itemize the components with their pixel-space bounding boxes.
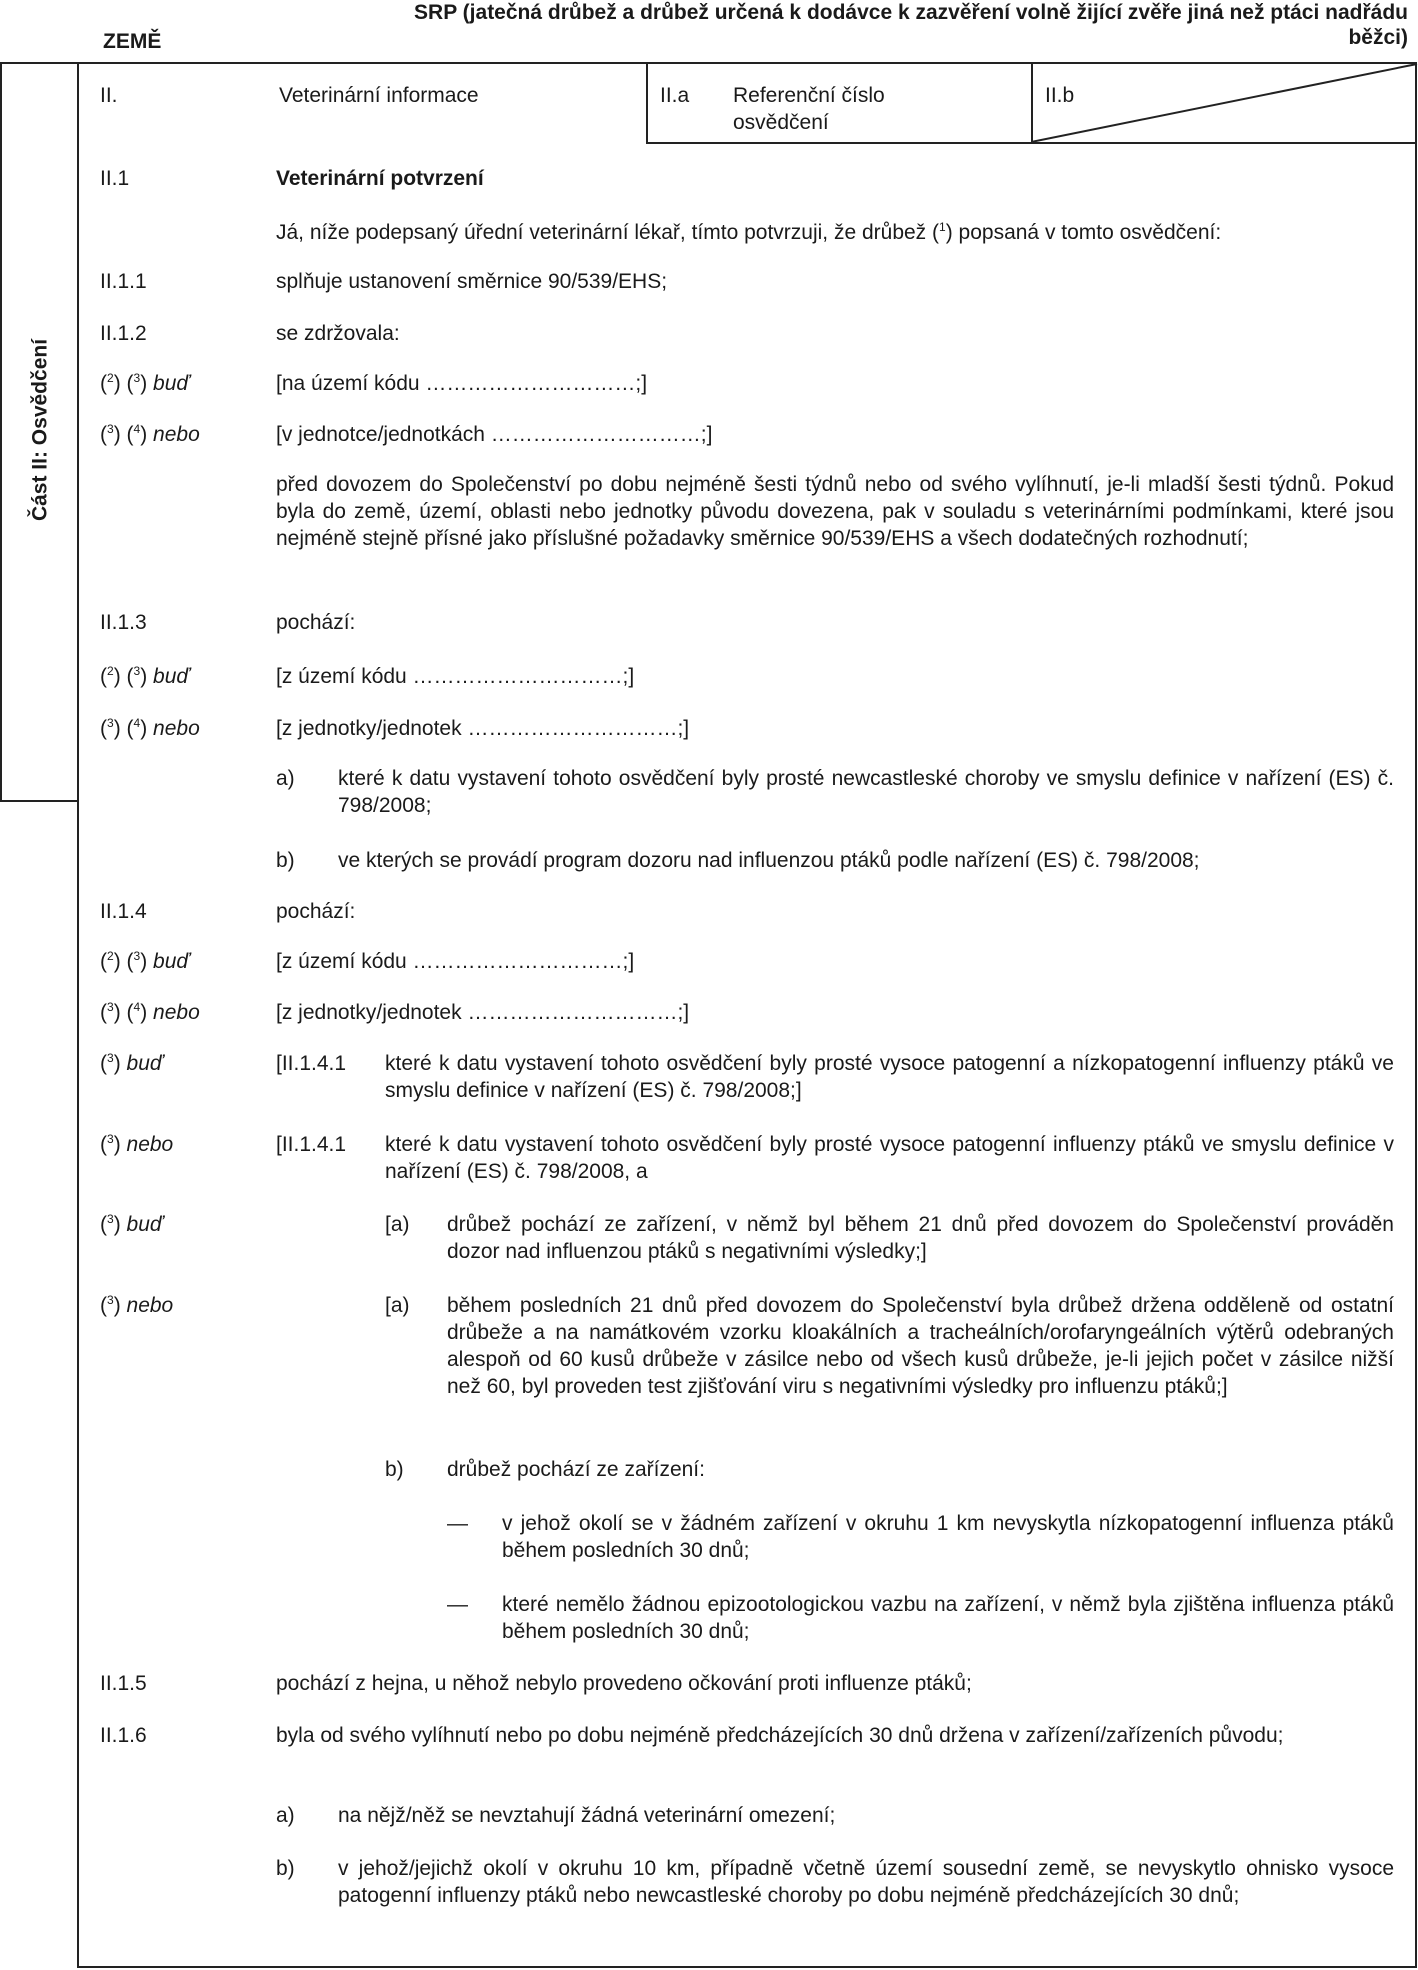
section-number: II.1.3 <box>100 611 147 634</box>
item-letter: [a) <box>385 1213 410 1236</box>
section-number: II. <box>100 84 118 107</box>
item-text: během posledních 21 dnů před dovozem do Společenství byla drůbež držena odděleně od ostatní drůbeže a na namátkovém vzorku kloakálních a tracheálních/orofaryngeálních výtěrů odebraných alespoň od 60 kusů drůbeže v zásilce nebo od všech kusů drůbeže, je-li jejich počet v zásilce nižší než 60, byl proveden test zjišťování viru s negativními výsledky pro influenzu ptáků;] <box>447 1294 1394 1398</box>
option-text: [v jednotce/jednotkách …………………………;] <box>276 423 713 446</box>
section-text: se zdržovala: <box>276 322 400 345</box>
paragraph: před dovozem do Společenství po dobu nejméně šesti týdnů nebo od svého vylíhnutí, je-li mladší šesti týdnů. Pokud byla do země, území, oblasti nebo jednotky původu dovezena, pak v souladu s veterinárními podmínkami, které jsou nejméně stejně přísné jako příslušné požadavky směrnice 90/539/EHS a všech dodatečných rozhodnutí; <box>276 473 1394 550</box>
subsection-number: [II.1.4.1 <box>276 1052 347 1075</box>
option-text: [z území kódu …………………………;] <box>276 665 635 688</box>
ref-number-code: II.a <box>660 84 690 107</box>
section-number: II.1.2 <box>100 322 147 345</box>
section-title: Veterinární potvrzení <box>276 167 484 190</box>
subsection-text: které k datu vystavení tohoto osvědčení byly prosté vysoce patogenní influenzy ptáků ve smyslu definice v nařízení (ES) č. 798/2008, a <box>385 1133 1394 1183</box>
section-number: II.1.1 <box>100 270 147 293</box>
row-divider <box>646 62 648 144</box>
section-text: pochází: <box>276 900 356 923</box>
section-number: II.1.4 <box>100 900 147 923</box>
item-text: drůbež pochází ze zařízení, v němž byl během 21 dnů před dovozem do Společenství prováděn dozor nad influenzou ptáků s negativními výsledky;] <box>447 1213 1394 1263</box>
option-label: ($^2$) ($^3$) buď <box>100 371 190 395</box>
country-label: ZEMĚ <box>103 30 162 53</box>
section-number: II.1 <box>100 167 130 190</box>
option-label: ($^3$) buď <box>100 1051 163 1075</box>
option-text: [z jednotky/jednotek …………………………;] <box>276 717 690 740</box>
option-label: ($^3$) ($^4$) nebo <box>100 422 200 446</box>
option-text: [z jednotky/jednotek …………………………;] <box>276 1001 690 1024</box>
option-label: ($^2$) ($^3$) buď <box>100 664 190 688</box>
item-letter: [a) <box>385 1294 410 1317</box>
ref-number-label: Referenční číslo osvědčení <box>733 84 885 134</box>
dash-item-text: v jehož okolí se v žádném zařízení v okruhu 1 km nevyskytla nízkopatogenní influenza ptáků během posledních 30 dnů; <box>502 1512 1394 1562</box>
option-label: ($^3$) buď <box>100 1212 163 1236</box>
section-number: II.1.6 <box>100 1724 147 1747</box>
dash-marker: — <box>447 1512 468 1535</box>
option-label: ($^2$) ($^3$) buď <box>100 949 190 973</box>
item-text: drůbež pochází ze zařízení: <box>447 1458 705 1481</box>
option-label: ($^3$) ($^4$) nebo <box>100 716 200 740</box>
intro-text <box>276 219 1394 246</box>
certificate-title: SRP (jatečná drůbež a drůbež určená k dodávce k zazvěření volně žijící zvěře jiná než ptáci nadřádu běžci) <box>414 1 1408 49</box>
section-text: pochází: <box>276 611 356 634</box>
option-label: ($^3$) nebo <box>100 1132 174 1156</box>
item-text: které k datu vystavení tohoto osvědčení byly prosté newcastleské choroby ve smyslu definice v nařízení (ES) č. 798/2008; <box>338 767 1394 817</box>
item-letter: a) <box>276 767 295 790</box>
item-letter: b) <box>385 1458 404 1481</box>
intro-text-start: Já, níže podepsaný úřední veterinární lékař, tímto potvrzuji, že drůbež ( <box>276 221 940 244</box>
ref-b-code: II.b <box>1045 84 1075 107</box>
section-title: Veterinární informace <box>279 84 479 107</box>
option-text: [na území kódu …………………………;] <box>276 372 648 395</box>
option-text: [z území kódu …………………………;] <box>276 950 635 973</box>
dash-item-text: které nemělo žádnou epizootologickou vazbu na zařízení, v němž byla zjištěna influenza ptáků během posledních 30 dnů; <box>502 1593 1394 1643</box>
option-label: ($^3$) ($^4$) nebo <box>100 1000 200 1024</box>
footnote-ref: 1 <box>939 220 946 234</box>
item-text: na nějž/něž se nevztahují žádná veterinární omezení; <box>338 1804 836 1827</box>
dash-marker: — <box>447 1593 468 1616</box>
diagonal-line <box>1031 62 1418 144</box>
section-text: pochází z hejna, u něhož nebylo provedeno očkování proti influenze ptáků; <box>276 1672 972 1695</box>
item-letter: b) <box>276 1857 295 1880</box>
section-text: byla od svého vylíhnutí nebo po dobu nejméně předcházejících 30 dnů držena v zařízení/zařízeních původu; <box>276 1724 1284 1747</box>
section-number: II.1.5 <box>100 1672 147 1695</box>
subsection-number: [II.1.4.1 <box>276 1133 347 1156</box>
section-text: splňuje ustanovení směrnice 90/539/EHS; <box>276 270 668 293</box>
side-part-label: Část II: Osvědčení <box>28 338 52 522</box>
item-letter: b) <box>276 849 295 872</box>
item-letter: a) <box>276 1804 295 1827</box>
intro-text-end: ) popsaná v tomto osvědčení: <box>945 221 1222 244</box>
subsection-text: které k datu vystavení tohoto osvědčení byly prosté vysoce patogenní a nízkopatogenní influenzy ptáků ve smyslu definice v nařízení (ES) č. 798/2008;] <box>385 1052 1394 1102</box>
option-label: ($^3$) nebo <box>100 1293 174 1317</box>
item-text: ve kterých se provádí program dozoru nad influenzou ptáků podle nařízení (ES) č. 798/2008; <box>338 849 1200 872</box>
item-text: v jehož/jejichž okolí v okruhu 10 km, případně včetně území sousední země, se nevyskytlo ohnisko vysoce patogenní influenzy ptáků nebo newcastleské choroby po dobu nejméně předcházejících 30 dnů; <box>338 1857 1394 1907</box>
